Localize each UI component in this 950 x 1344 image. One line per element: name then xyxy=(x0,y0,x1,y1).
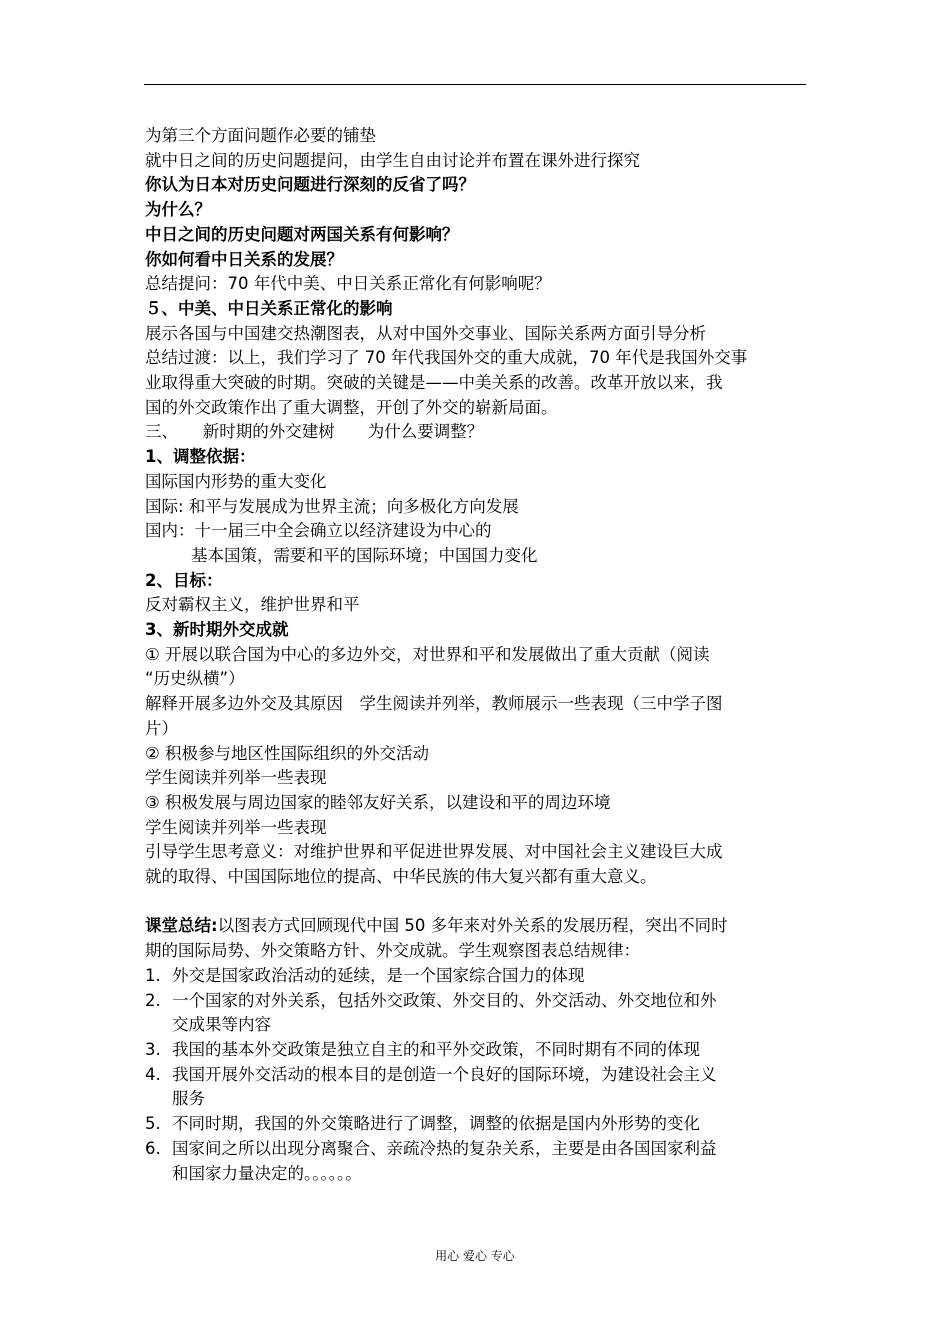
text-line: 基本国策，需要和平的国际环境；中国国力变化 xyxy=(191,545,538,565)
text-line: 为第三个方面问题作必要的铺垫 xyxy=(145,126,376,145)
header-rule xyxy=(144,84,806,85)
text-line: 学生阅读并列举一些表现 xyxy=(145,768,327,788)
text-line: 反对霸权主义，维护世界和平 xyxy=(145,595,360,615)
list-text: 我国开展外交活动的根本目的是创造一个良好的国际环境，为建设社会主义 xyxy=(172,1064,717,1084)
text-line: 业取得重大突破的时期。突破的关键是——中美关系的改善。改革开放以来，我 xyxy=(145,373,723,393)
list-text: 一个国家的对外关系，包括外交政策、外交目的、外交活动、外交地位和外 xyxy=(172,990,717,1010)
list-number: 3. xyxy=(145,1040,161,1059)
list-text: 不同时期，我国的外交策略进行了调整，调整的依据是国内外形势的变化 xyxy=(172,1114,700,1134)
list-text: 我国的基本外交政策是独立自主的和平外交政策，不同时期有不同的体现 xyxy=(172,1040,700,1059)
text-line: ② 积极参与地区性国际组织的外交活动 xyxy=(145,743,430,763)
text-line: 总结提问：70 年代中美、中日关系正常化有何影响呢？ xyxy=(145,274,551,294)
list-number: 6. xyxy=(145,1138,161,1158)
text-line: 展示各国与中国建交热潮图表，从对中国外交事业、国际关系两方面引导分析 xyxy=(145,323,706,343)
list-item xyxy=(145,1137,810,1186)
text-line: 总结过渡：以上，我们学习了 70 年代我国外交的重大成就，70 年代是我国外交事 xyxy=(145,348,748,368)
list-item xyxy=(145,964,810,989)
text-line: 片） xyxy=(145,718,178,738)
section-heading-three: 三、 新时期的外交建树 为什么要调整？ xyxy=(145,422,484,442)
summary-label: 课堂总结: xyxy=(145,916,218,936)
text-line: 引导学生思考意义：对维护世界和平促进世界发展、对中国社会主义建设巨大成 xyxy=(145,842,723,862)
text-line: ① 开展以联合国为中心的多边外交，对世界和平和发展做出了重大贡献（阅读 xyxy=(145,644,710,664)
question-line: 中日之间的历史问题对两国关系有何影响？ xyxy=(145,224,459,244)
list-number: 2. xyxy=(145,990,161,1010)
text-line: 国际: 和平与发展成为世界主流；向多极化方向发展 xyxy=(145,496,519,516)
text-line: 学生阅读并列举一些表现 xyxy=(145,817,327,837)
text-line: 就的取得、中国国际地位的提高、中华民族的伟大复兴都有重大意义。 xyxy=(145,867,657,887)
list-text: 和国家力量决定的。。。。。。 xyxy=(172,1163,362,1183)
question-line: 为什么？ xyxy=(145,200,211,220)
text-line: 国的外交政策作出了重大调整，开创了外交的崭新局面。 xyxy=(145,397,558,417)
section-heading: ５、中美、中日关系正常化的影响 xyxy=(145,298,393,318)
question-line: 你如何看中日关系的发展？ xyxy=(145,249,343,269)
list-number: 4. xyxy=(145,1064,161,1084)
list-item xyxy=(145,1063,810,1112)
list-item xyxy=(145,989,810,1038)
page-footer: 用心 爱心 专心 xyxy=(435,1249,515,1263)
list-number: 1. xyxy=(145,965,161,985)
list-text: 服务 xyxy=(172,1089,205,1109)
subheading: 1、调整依据： xyxy=(145,447,256,467)
text-line: 就中日之间的历史问题提问，由学生自由讨论并布置在课外进行探究 xyxy=(145,150,640,170)
list-number: 5. xyxy=(145,1114,161,1134)
text-line: ③ 积极发展与周边国家的睦邻友好关系，以建设和平的周边环境 xyxy=(145,792,611,812)
list-text: 国家间之所以出现分离聚合、亲疏冷热的复杂关系，主要是由各国国家利益 xyxy=(172,1138,717,1158)
summary-line: 期的国际局势、外交策略方针、外交成就。学生观察图表总结规律： xyxy=(145,941,640,961)
summary-text: 以图表方式回顾现代中国 50 多年来对外关系的发展历程，突出不同时 xyxy=(217,916,728,936)
text-line: “历史纵横”） xyxy=(145,669,245,689)
document-body xyxy=(145,124,810,1186)
subheading: 2、目标： xyxy=(145,570,223,590)
list-item xyxy=(145,1112,810,1137)
text-line: 解释开展多边外交及其原因 学生阅读并列举，教师展示一些表现（三中学子图 xyxy=(145,694,723,714)
question-line: 你认为日本对历史问题进行深刻的反省了吗？ xyxy=(145,175,475,195)
blank-line xyxy=(145,890,810,915)
text-line: 国际国内形势的重大变化 xyxy=(145,471,327,491)
list-text: 交成果等内容 xyxy=(172,1015,271,1035)
text-line: 国内：十一届三中全会确立以经济建设为中心的 xyxy=(145,521,492,541)
list-text: 外交是国家政治活动的延续，是一个国家综合国力的体现 xyxy=(172,965,585,985)
summary-line xyxy=(145,914,810,939)
subheading: 3、新时期外交成就 xyxy=(145,620,289,640)
list-item xyxy=(145,1038,810,1063)
